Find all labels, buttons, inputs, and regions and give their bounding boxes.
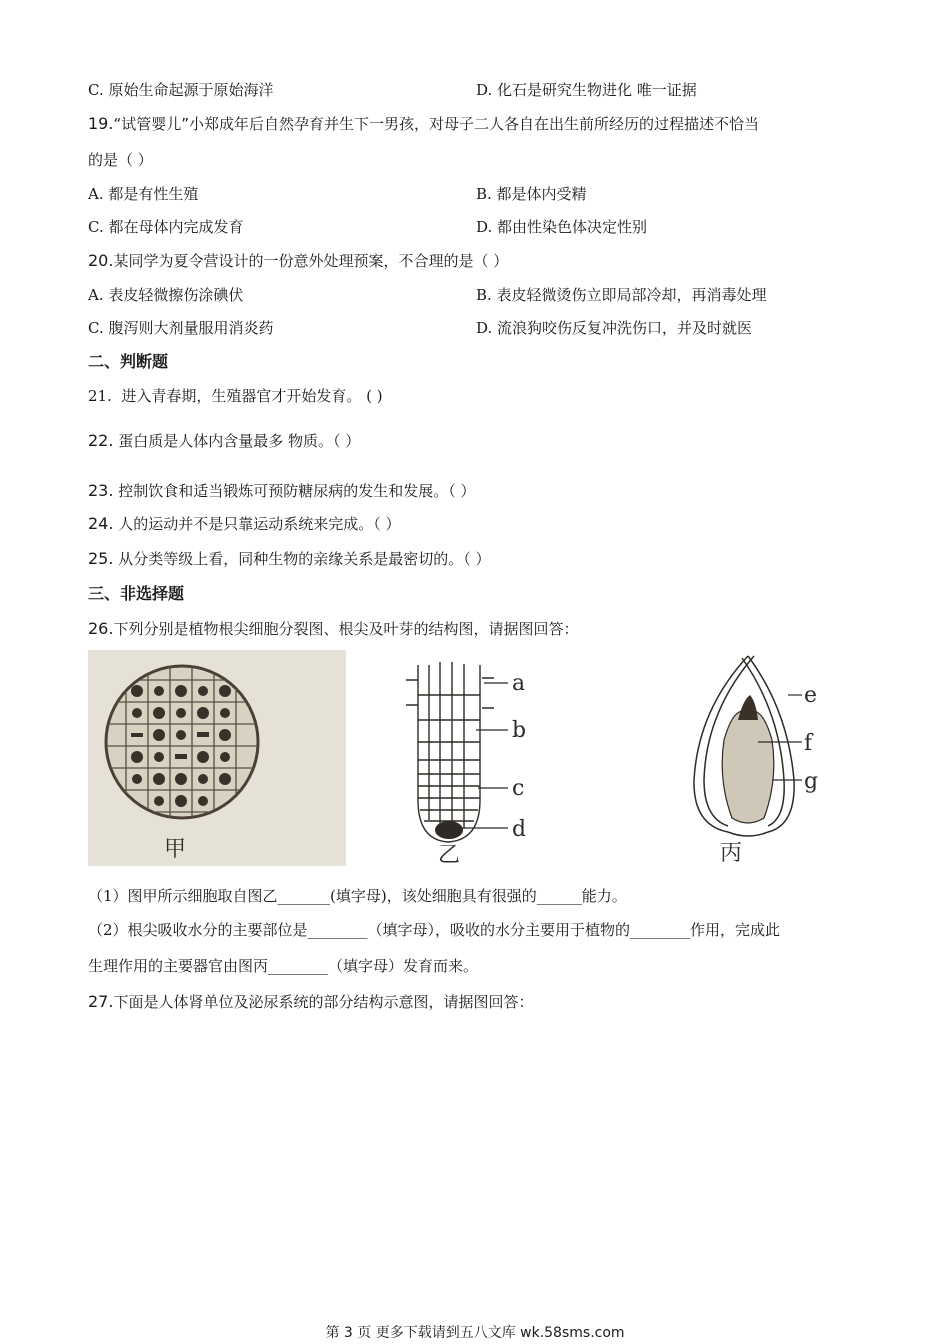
q19-option-b: B. 都是体内受精 bbox=[476, 185, 587, 203]
q19-option-a: A. 都是有性生殖 bbox=[88, 185, 199, 203]
q22-text: 蛋白质是人体内含量最多 物质。（ ） bbox=[118, 432, 361, 450]
label-d: d bbox=[512, 817, 527, 842]
label-f: f bbox=[804, 731, 813, 756]
q18-option-c: C. 原始生命起源于原始海洋 bbox=[88, 81, 274, 99]
q27-stem-text: 下面是人体肾单位及泌尿系统的部分结构示意图，请据图回答： bbox=[113, 993, 534, 1011]
young-leaves bbox=[738, 695, 758, 720]
growth-cone bbox=[722, 711, 774, 823]
q25-text: 从分类等级上看，同种生物的亲缘关系是最密切的。（ ） bbox=[118, 550, 491, 568]
q20-option-a: A. 表皮轻微擦伤涂碘伏 bbox=[88, 286, 244, 304]
page-footer: 第 3 页 更多下载请到五八文库 wk.58sms.com bbox=[325, 1325, 625, 1341]
q21 bbox=[88, 386, 383, 406]
q22 bbox=[88, 431, 360, 451]
question-number: 23. bbox=[88, 481, 114, 500]
root-cap bbox=[435, 821, 463, 839]
q20-option-d: D. 流浪狗咬伤反复冲洗伤口，并及时就医 bbox=[476, 319, 753, 337]
q21-text: 进入青春期，生殖器官才开始发育。 ( ) bbox=[121, 387, 383, 405]
q23 bbox=[88, 481, 476, 501]
q26-stem-text: 下列分别是植物根尖细胞分裂图、根尖及叶芽的结构图，请据图回答： bbox=[113, 620, 579, 638]
q19-option-c: C. 都在母体内完成发育 bbox=[88, 218, 244, 236]
question-number: 26. bbox=[88, 619, 114, 638]
q24-text: 人的运动并不是只靠运动系统来完成。（ ） bbox=[118, 515, 401, 533]
figure-svg bbox=[88, 650, 860, 866]
q23-text: 控制饮食和适当锻炼可预防糖尿病的发生和发展。（ ） bbox=[118, 482, 476, 500]
q25 bbox=[88, 549, 491, 569]
q20-option-b: B. 表皮轻微烫伤立即局部冷却，再消毒处理 bbox=[476, 286, 767, 304]
question-number: 22. bbox=[88, 431, 114, 450]
question-number: 19. bbox=[88, 114, 114, 133]
q18-option-d: D. 化石是研究生物进化 唯一证据 bbox=[476, 81, 697, 99]
q19-stem-line2: 的是（ ） bbox=[88, 151, 153, 169]
question-number: 27. bbox=[88, 992, 114, 1011]
label-jia: 甲 bbox=[164, 837, 187, 862]
label-g: g bbox=[804, 769, 819, 794]
q26-sub2-line2: 生理作用的主要器官由图丙________（填字母）发育而来。 bbox=[88, 957, 479, 975]
q20-option-c: C. 腹泻则大剂量服用消炎药 bbox=[88, 319, 274, 337]
label-yi: 乙 bbox=[438, 843, 461, 866]
q20-stem-text: 某同学为夏令营设计的一份意外处理预案，不合理的是（ ） bbox=[113, 252, 509, 270]
label-bing: 丙 bbox=[720, 841, 743, 866]
q24 bbox=[88, 514, 401, 534]
q20-stem bbox=[88, 251, 508, 271]
question-number: 24. bbox=[88, 514, 114, 533]
q26-sub1: （1）图甲所示细胞取自图乙_______(填字母)，该处细胞具有很强的______能力。 bbox=[88, 887, 627, 905]
q19-option-d: D. 都由性染色体决定性别 bbox=[476, 218, 648, 236]
q19-stem-line1 bbox=[88, 114, 759, 134]
plant-structure-figure bbox=[88, 650, 860, 866]
label-c: c bbox=[512, 776, 525, 801]
q27-stem bbox=[88, 992, 533, 1012]
q26-stem bbox=[88, 619, 578, 639]
label-a: a bbox=[512, 671, 526, 696]
question-number: 21. bbox=[88, 387, 112, 405]
label-e: e bbox=[804, 683, 818, 708]
section-heading-judgement: 二、判断题 bbox=[88, 352, 169, 371]
question-number: 20. bbox=[88, 251, 114, 270]
question-number: 25. bbox=[88, 549, 114, 568]
q26-sub2-line1: （2）根尖吸收水分的主要部位是________（填字母），吸收的水分主要用于植物的________作用，完成此 bbox=[88, 921, 781, 939]
q19-stem-text: “试管婴儿”小郑成年后自然孕育并生下一男孩，对母子二人各自在出生前所经历的过程描述不恰当 bbox=[113, 115, 759, 133]
section-heading-nonchoice: 三、非选择题 bbox=[88, 584, 185, 603]
label-b: b bbox=[512, 718, 527, 743]
